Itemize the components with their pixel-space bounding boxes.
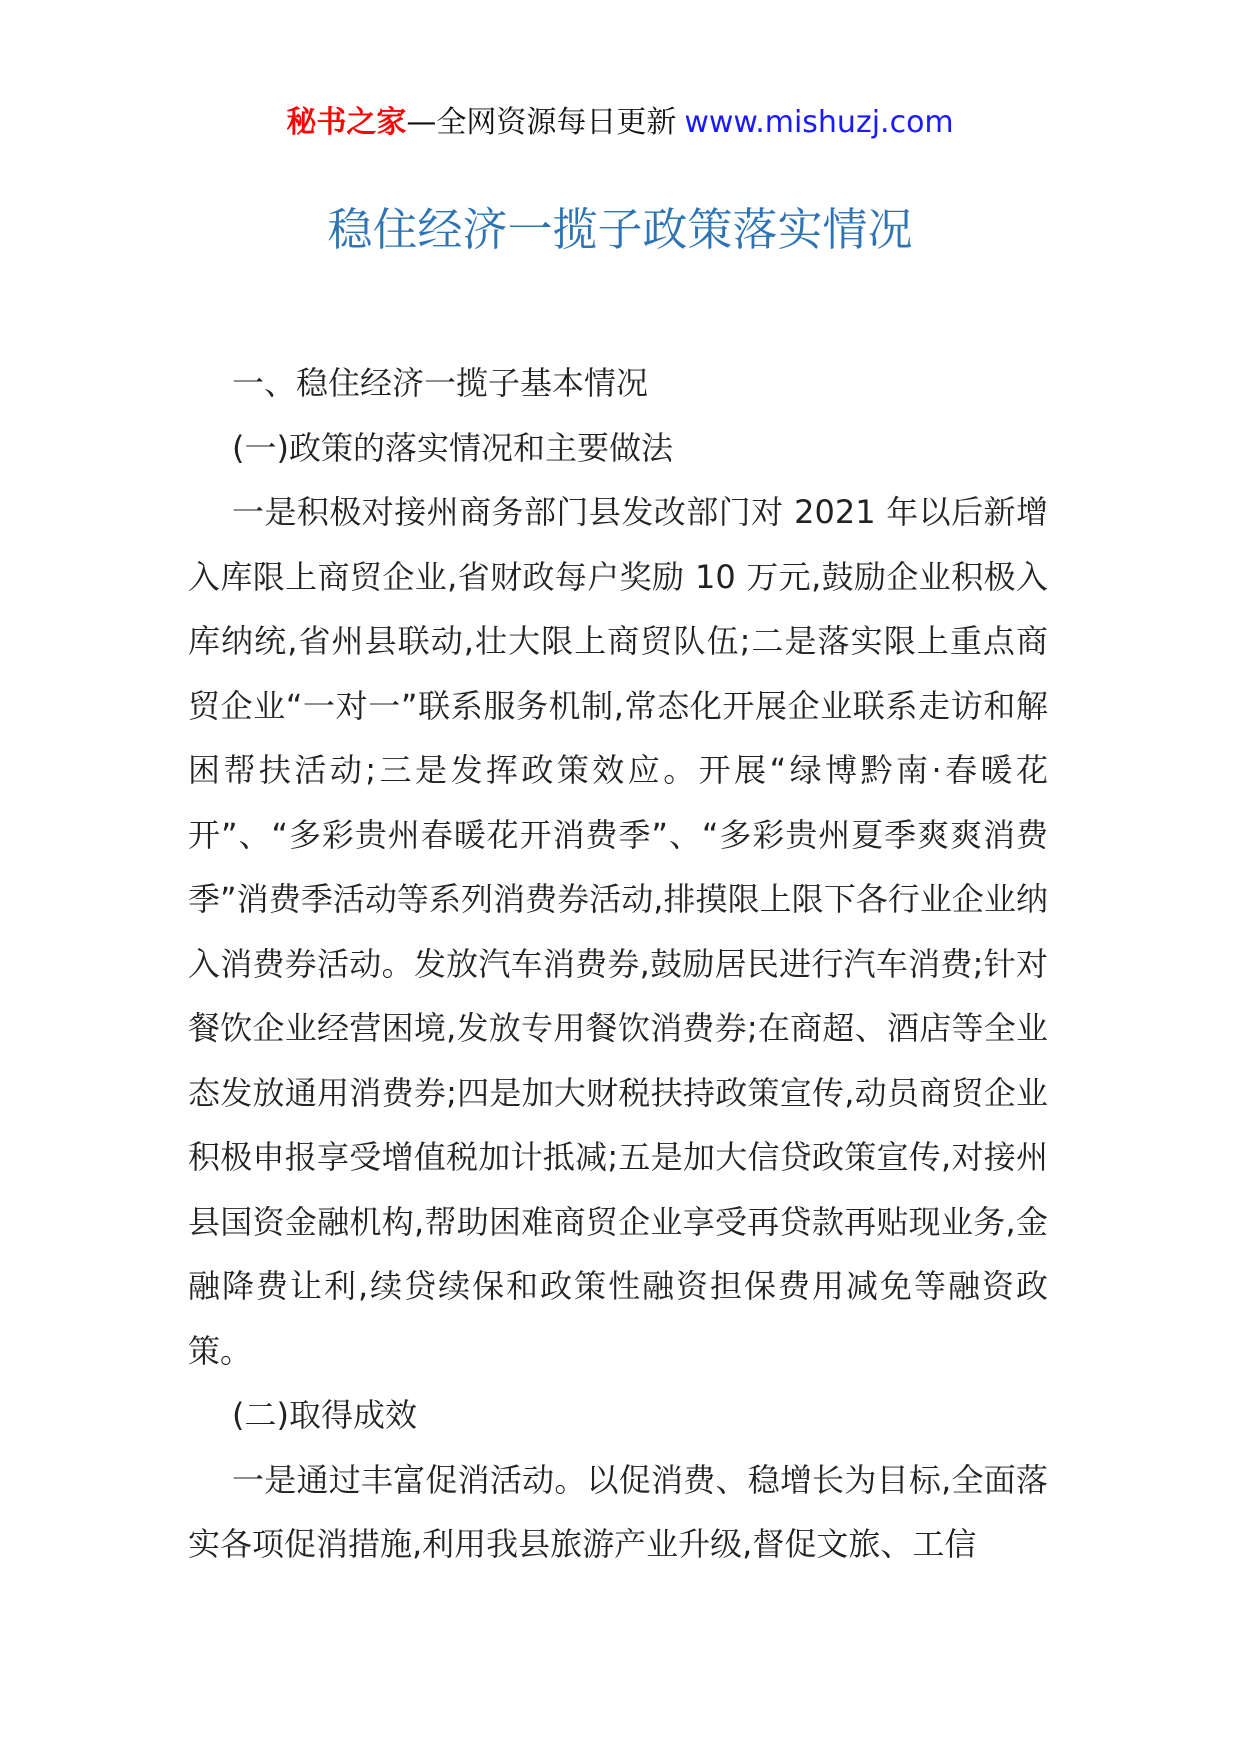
document-title: 稳住经济一揽子政策落实情况 — [327, 203, 913, 256]
site-brand: 秘书之家 — [286, 105, 407, 140]
site-header — [0, 103, 1240, 143]
document-body — [188, 351, 1048, 1577]
subsection-heading: (一)政策的落实情况和主要做法 — [232, 428, 673, 467]
site-url-link[interactable]: www.mishuzj.com — [684, 105, 954, 140]
body-paragraph: 一是积极对接州商务部门县发改部门对 2021 年以后新增入库限上商贸企业,省财政每户奖励 10 万元,鼓励企业积极入库纳统,省州县联动,壮大限上商贸队伍;二是落实限上重点商贸企业“一对一”联系服务机制,常态化开展企业联系走访和解困帮扶活动;三是发挥政策效应。开展“绿博黔南·春暖花开”、“多彩贵州春暖花开消费季”、“多彩贵州夏季爽爽消费季”消费季活动等系列消费券活动,排摸限上限下各行业企业纳入消费券活动。发放汽车消费券,鼓励居民进行汽车消费;针对餐饮企业经营困境,发放专用餐饮消费券;在商超、酒店等全业态发放通用消费券;四是加大财税扶持政策宣传,动员商贸企业积极申报享受增值税加计抵减;五是加大信贷政策宣传,对接州县国资金融机构,帮助困难商贸企业享受再贷款再贴现业务,金融降费让利,续贷续保和政策性融资担保费用减免等融资政策。 — [188, 493, 1048, 1370]
site-tagline: —全网资源每日更新 — [406, 105, 677, 140]
subsection-heading: (二)取得成效 — [232, 1396, 417, 1434]
body-paragraph: 一是通过丰富促消活动。以促消费、稳增长为目标,全面落实各项促消措施,利用我县旅游产业升级,督促文旅、工信 — [188, 1460, 1048, 1563]
section-heading: 一、稳住经济一揽子基本情况 — [232, 364, 649, 402]
